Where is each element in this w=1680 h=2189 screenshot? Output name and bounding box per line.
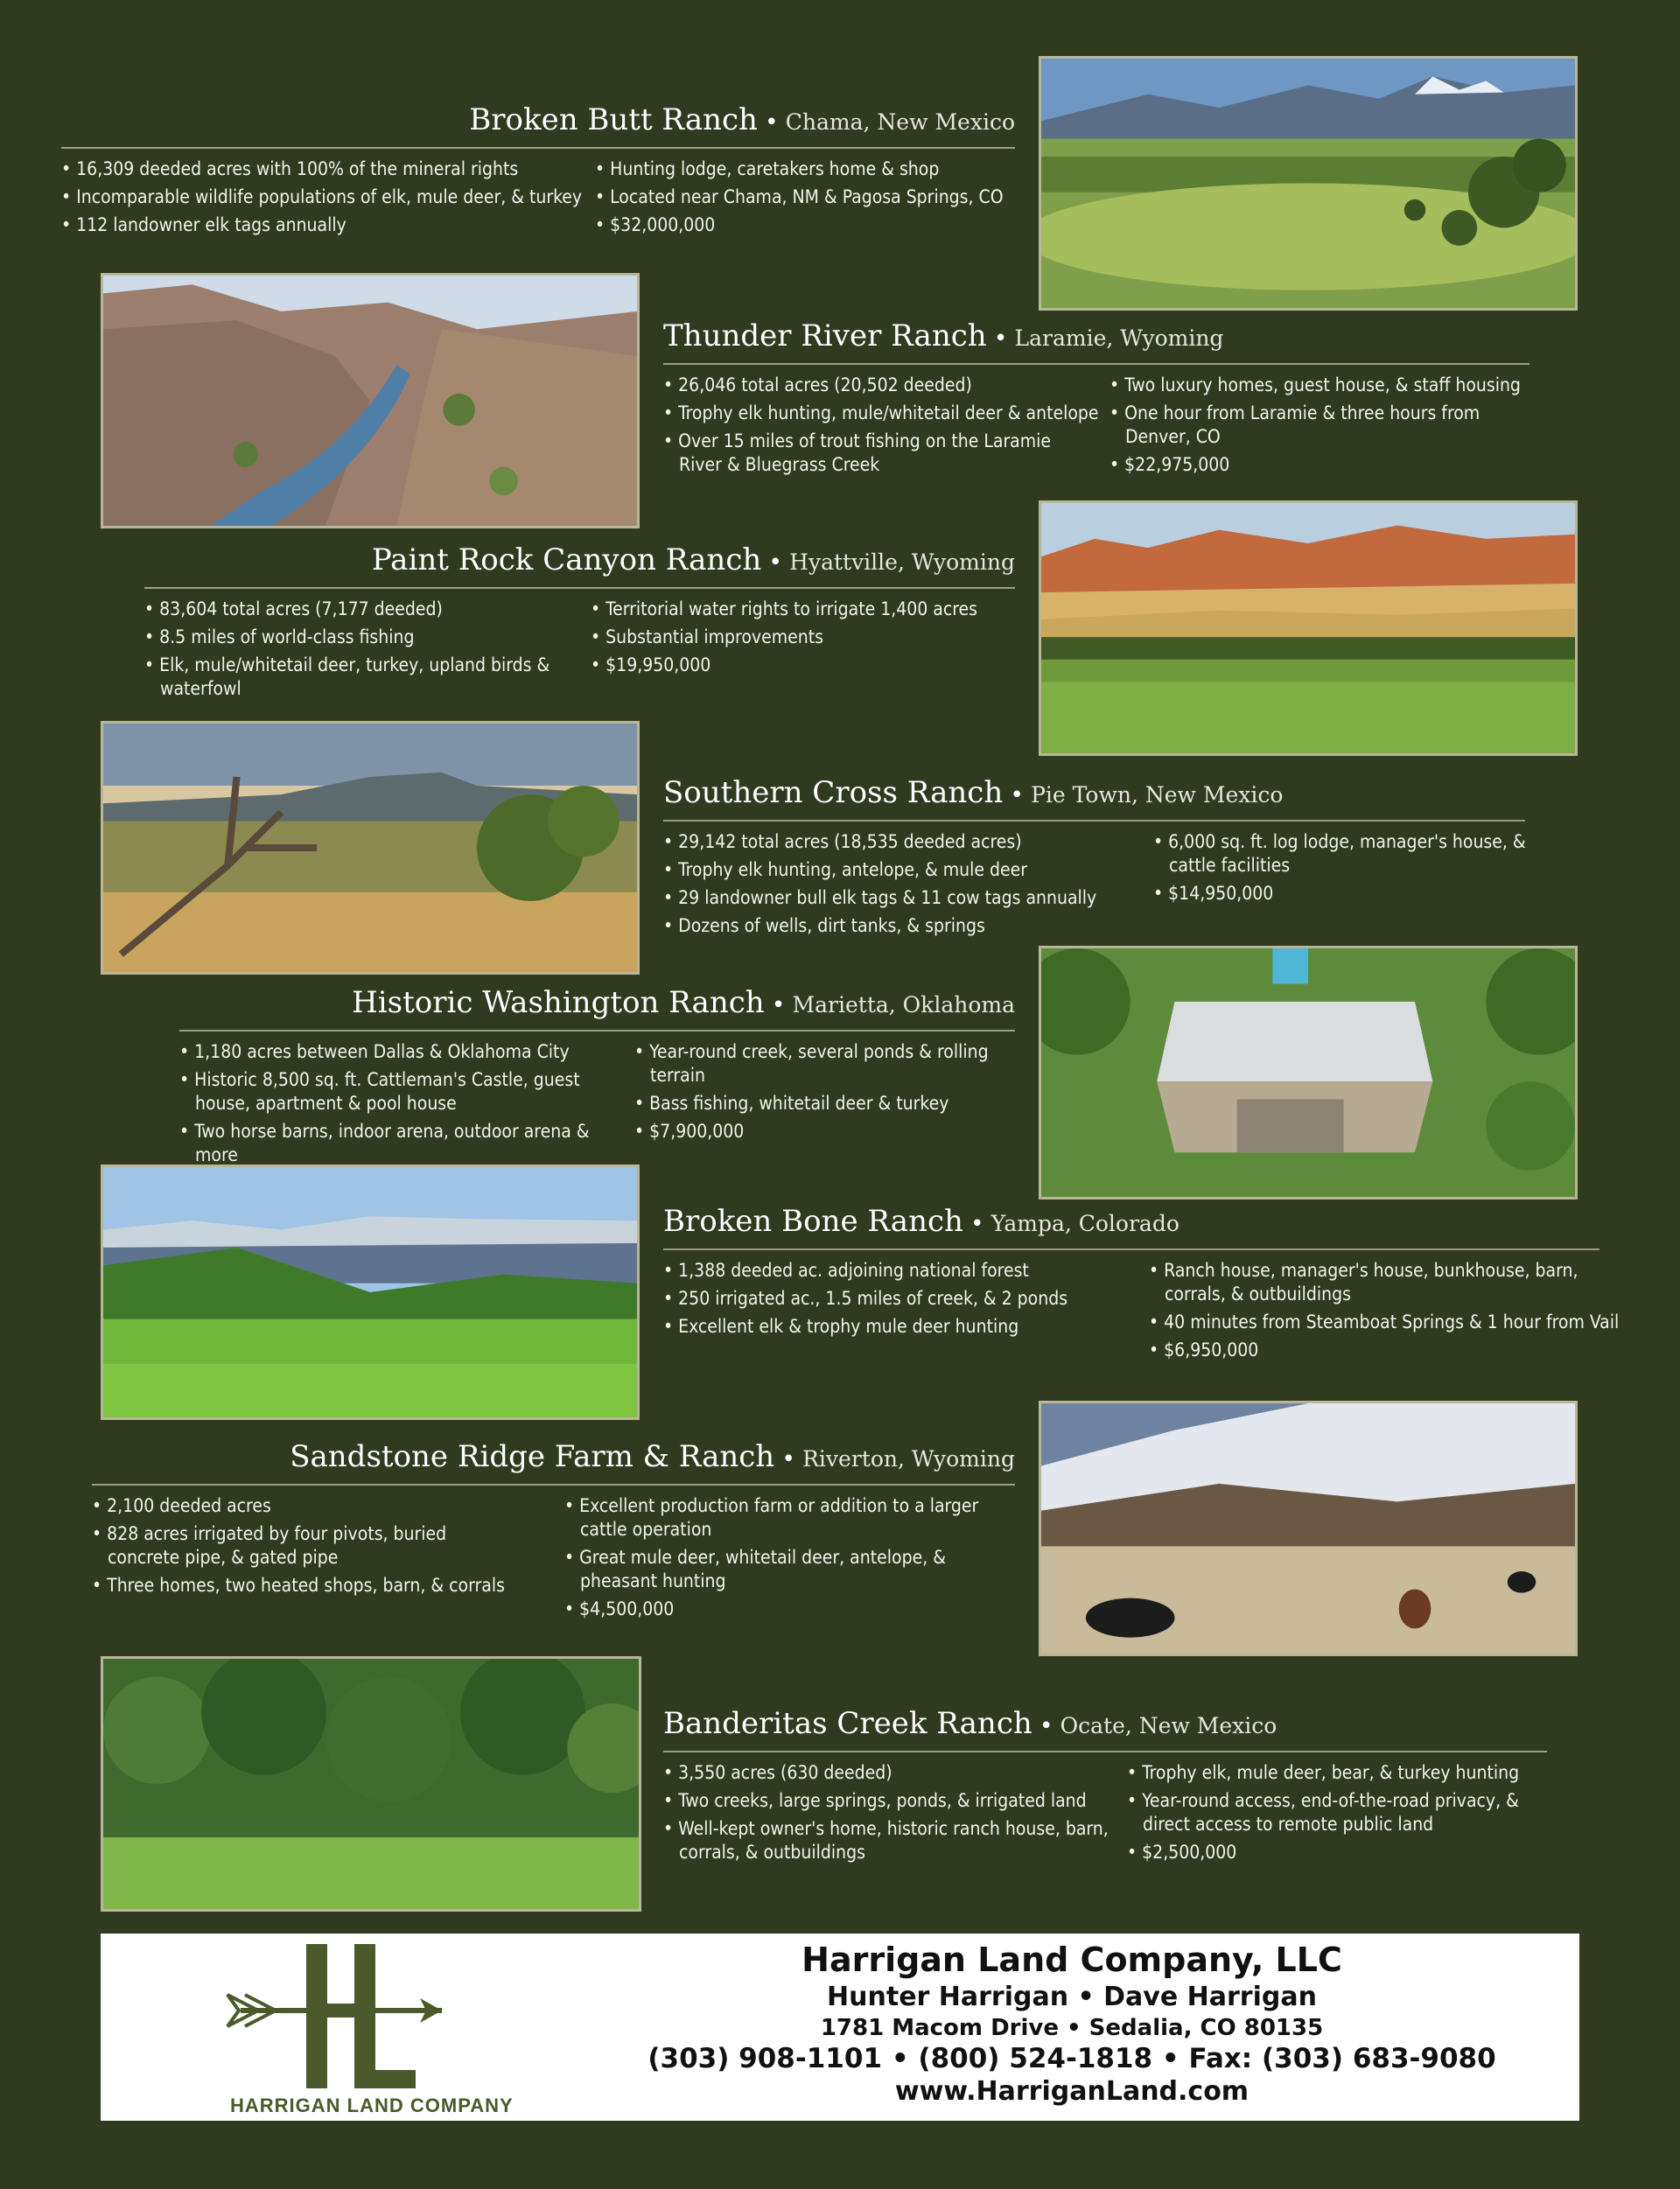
bullet: • Two creeks, large springs, ponds, & irrigated land (663, 1789, 1127, 1813)
bullet: • 828 acres irrigated by four pivots, buried concrete pipe, & gated pipe (92, 1522, 519, 1570)
bullet: • 8.5 miles of world-class fishing (144, 626, 591, 649)
bullet: • 29 landowner bull elk tags & 11 cow tags annually (663, 886, 1153, 910)
listing-title: Paint Rock Canyon Ranch • Hyattville, Wyoming (371, 542, 1015, 577)
bullet: • $4,500,000 (564, 1598, 1015, 1621)
footer-contact-box (101, 1934, 1579, 2121)
listing-broken-bone (663, 1202, 1620, 1367)
agent-names: Hunter Harrigan • Dave Harrigan (827, 1982, 1317, 2012)
ranch-name: Broken Butt Ranch (469, 102, 758, 137)
bullet: • Bass fishing, whitetail deer & turkey (634, 1092, 1015, 1115)
listing-washington (179, 983, 1015, 1171)
bullet: • Excellent production farm or addition to a larger cattle operation (564, 1494, 1026, 1542)
contact-block (643, 1939, 1501, 2109)
ranch-name: Paint Rock Canyon Ranch (371, 542, 762, 577)
listing-title: Banderitas Creek Ranch • Ocate, New Mexico (663, 1706, 1278, 1741)
listing-banderitas (663, 1704, 1547, 1869)
ranch-location: Yampa, Colorado (990, 1211, 1180, 1236)
ranch-name: Banderitas Creek Ranch (663, 1706, 1032, 1741)
bullet: • 1,388 deeded ac. adjoining national forest (663, 1259, 1149, 1283)
bullet: • 112 landowner elk tags annually (61, 213, 595, 237)
bullet: • 83,604 total acres (7,177 deeded) (144, 598, 591, 621)
bullet: • Two horse barns, indoor arena, outdoor arena & more (179, 1120, 628, 1167)
bullet: • Year-round access, end-of-the-road privacy, & direct access to remote public land (1127, 1789, 1563, 1836)
bullet: • Historic 8,500 sq. ft. Cattleman's Castle, guest house, apartment & pool house (179, 1068, 606, 1115)
ranch-location: Riverton, Wyoming (802, 1446, 1015, 1472)
ranch-name: Broken Bone Ranch (663, 1204, 963, 1239)
bullet: • Over 15 miles of trout fishing on the Laramie River & Bluegrass Creek (663, 430, 1090, 477)
bullet: • 1,180 acres between Dallas & Oklahoma City (179, 1040, 634, 1064)
bullet: • Incomparable wildlife populations of elk, mule deer, & turkey (61, 185, 595, 209)
bullet: • Three homes, two heated shops, barn, & corrals (92, 1574, 564, 1598)
title-rule (61, 147, 1015, 149)
bullet: • Excellent elk & trophy mule deer hunting (663, 1315, 1149, 1339)
ranch-location: Pie Town, New Mexico (1031, 782, 1284, 808)
listing-title: Sandstone Ridge Farm & Ranch • Riverton, Wyoming (290, 1439, 1015, 1474)
title-rule (663, 1751, 1547, 1752)
bullet: • $6,950,000 (1149, 1339, 1600, 1362)
logo-text: HARRIGAN LAND COMPANY (230, 2095, 514, 2116)
ranch-location: Ocate, New Mexico (1060, 1713, 1278, 1738)
listing-broken-butt (61, 101, 1015, 241)
bullet: • Trophy elk hunting, mule/whitetail deer & antelope (663, 402, 1110, 425)
listing-sandstone (92, 1437, 1015, 1626)
ranch-location: Marietta, Oklahoma (792, 992, 1015, 1018)
bullet: • Trophy elk, mule deer, bear, & turkey hunting (1127, 1761, 1547, 1785)
bullet: • Located near Chama, NM & Pagosa Springs, CO (595, 185, 1015, 209)
listing-title: Thunder River Ranch • Laramie, Wyoming (663, 318, 1224, 353)
title-rule (179, 1030, 1015, 1032)
title-rule (92, 1484, 1015, 1486)
bullet: • 16,309 deeded acres with 100% of the mineral rights (61, 157, 595, 181)
photo-paint-rock (1039, 500, 1578, 756)
ranch-name: Thunder River Ranch (663, 318, 987, 353)
title-rule (144, 587, 1015, 589)
bullet: • Elk, mule/whitetail deer, turkey, upland birds & waterfowl (144, 654, 580, 701)
bullet: • Year-round creek, several ponds & rolling terrain (634, 1040, 1026, 1088)
bullet: • Two luxury homes, guest house, & staff housing (1110, 374, 1530, 397)
listing-thunder-river (663, 317, 1530, 481)
bullet: • Substantial improvements (591, 626, 1015, 649)
photo-banderitas (101, 1656, 641, 1912)
title-rule (663, 820, 1525, 822)
bullet: • Trophy elk hunting, antelope, & mule deer (663, 858, 1153, 882)
photo-broken-butt (1039, 56, 1578, 311)
bullet: • Great mule deer, whitetail deer, antelope, & pheasant hunting (564, 1546, 1018, 1593)
bullet: • Dozens of wells, dirt tanks, & springs (663, 914, 1153, 938)
address: 1781 Macom Drive • Sedalia, CO 80135 (820, 2015, 1324, 2041)
bullet: • 250 irrigated ac., 1.5 miles of creek, & 2 ponds (663, 1287, 1149, 1311)
title-rule (663, 1248, 1600, 1250)
bullet: • 29,142 total acres (18,535 deeded acres) (663, 830, 1153, 854)
bullet: • $22,975,000 (1110, 453, 1530, 477)
ranch-name: Historic Washington Ranch (352, 985, 765, 1020)
bullet: • $7,900,000 (634, 1120, 1015, 1143)
bullet: • $19,950,000 (591, 654, 1015, 677)
photo-thunder-river (101, 273, 640, 528)
ranch-name: Sandstone Ridge Farm & Ranch (290, 1439, 775, 1474)
listing-title: Broken Butt Ranch • Chama, New Mexico (469, 102, 1015, 137)
bullet: • 3,550 acres (630 deeded) (663, 1761, 1127, 1785)
bullet: • $32,000,000 (595, 213, 1015, 237)
photo-broken-bone (101, 1164, 640, 1420)
bullet: • $2,500,000 (1127, 1841, 1547, 1864)
bullet: • 6,000 sq. ft. log lodge, manager's house, & cattle facilities (1153, 830, 1536, 878)
photo-southern-cross (101, 721, 640, 975)
ranch-location: Chama, New Mexico (785, 109, 1015, 135)
website-link[interactable]: www.HarriganLand.com (894, 2076, 1250, 2107)
bullet: • Well-kept owner's home, historic ranch house, barn, corrals, & outbuildings (663, 1817, 1116, 1864)
ranch-location: Laramie, Wyoming (1014, 325, 1224, 351)
listing-title: Broken Bone Ranch • Yampa, Colorado (663, 1204, 1180, 1239)
bullet: • $14,950,000 (1153, 882, 1521, 906)
bullet: • 40 minutes from Steamboat Springs & 1 hour from Vail (1149, 1311, 1600, 1334)
company-name: Harrigan Land Company, LLC (802, 1941, 1342, 1979)
ranch-location: Hyattville, Wyoming (789, 549, 1015, 575)
listing-title: Southern Cross Ranch • Pie Town, New Mexico (663, 775, 1284, 810)
bullet: • Hunting lodge, caretakers home & shop (595, 157, 1015, 181)
bullet: • Territorial water rights to irrigate 1,400 acres (591, 598, 1015, 621)
phone-numbers: (303) 908-1101 • (800) 524-1818 • Fax: (303) 683-9080 (648, 2043, 1496, 2074)
listing-southern-cross (663, 773, 1525, 942)
listing-paint-rock (144, 541, 1015, 705)
bullet: • Ranch house, manager's house, bunkhouse, barn, corrals, & outbuildings (1149, 1259, 1585, 1306)
photo-washington (1039, 946, 1578, 1199)
bullet: • 2,100 deeded acres (92, 1494, 564, 1518)
bullet: • One hour from Laramie & three hours from Denver, CO (1110, 402, 1528, 449)
title-rule (663, 363, 1530, 365)
bullet: • 26,046 total acres (20,502 deeded) (663, 374, 1110, 397)
harrigan-logo-icon (223, 1941, 451, 2096)
photo-sandstone (1039, 1401, 1578, 1656)
listing-title: Historic Washington Ranch • Marietta, Oklahoma (352, 985, 1015, 1020)
ranch-name: Southern Cross Ranch (663, 775, 1004, 810)
